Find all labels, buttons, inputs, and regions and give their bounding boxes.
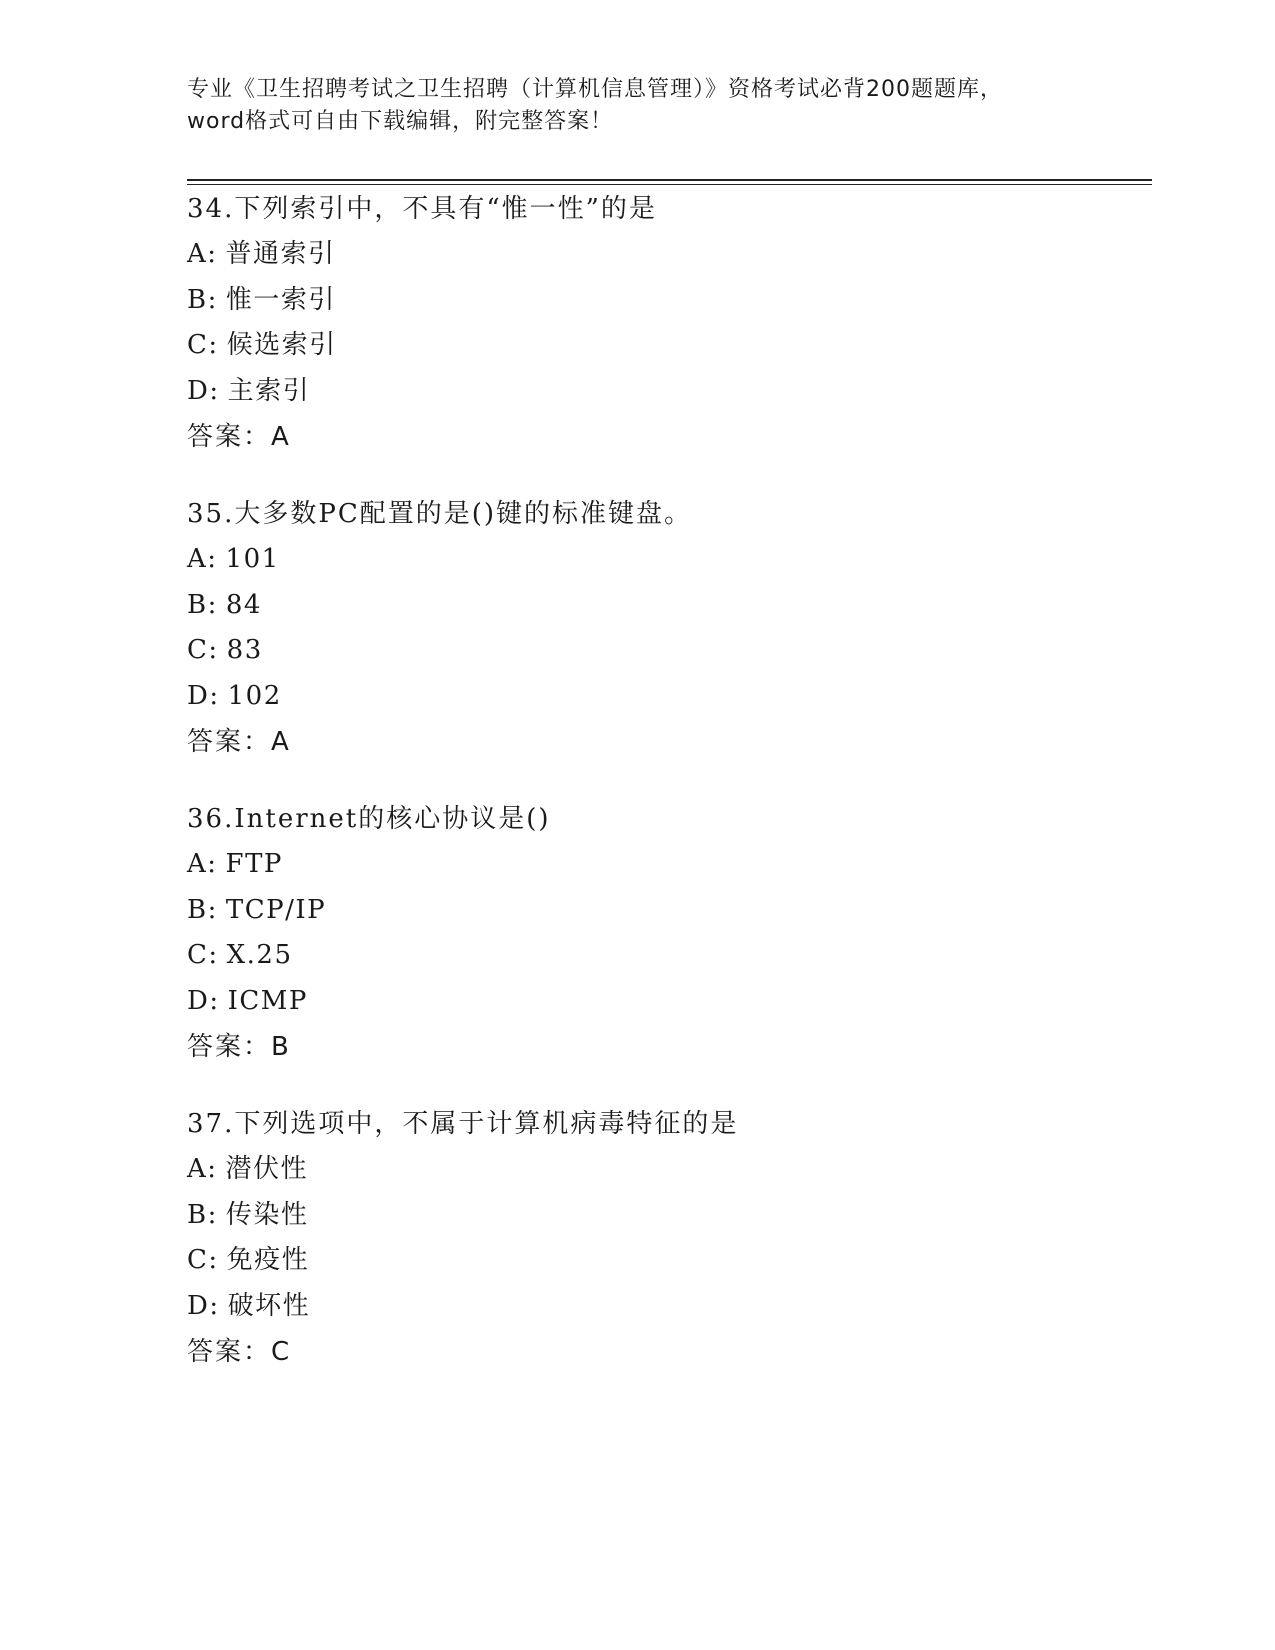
answer-value: C [271, 1337, 290, 1367]
question-title: 37.下列选项中，不属于计算机病毒特征的是 [187, 1109, 739, 1139]
option-letter: D: [187, 1290, 220, 1321]
option-text: 101 [225, 544, 280, 574]
option-letter: A: [187, 849, 218, 879]
question-34 [187, 186, 1147, 460]
question-title: 35.大多数PC配置的是()键的标准键盘。 [187, 499, 693, 529]
header-divider-thick [187, 179, 1152, 181]
option-c [187, 323, 1147, 369]
option-c [187, 628, 1147, 674]
question-36 [187, 796, 1147, 1070]
option-letter: B: [187, 894, 218, 925]
option-letter: D: [187, 985, 220, 1016]
option-b [187, 1193, 1147, 1239]
header-divider-thin [187, 184, 1152, 185]
option-text: 普通索引 [225, 239, 336, 269]
option-letter: C: [187, 940, 219, 970]
option-letter: B: [187, 589, 218, 620]
document-header [187, 74, 1087, 138]
answer-line [187, 1329, 1147, 1375]
answer-label: 答案： [187, 1032, 272, 1062]
option-b [187, 278, 1147, 324]
option-letter: A: [187, 239, 218, 269]
option-a [187, 232, 1147, 278]
option-text: 102 [227, 680, 282, 711]
option-letter: D: [187, 680, 220, 711]
option-c [187, 933, 1147, 979]
option-text: 83 [226, 635, 263, 665]
question-35 [187, 491, 1147, 765]
option-text: 破坏性 [227, 1290, 311, 1321]
option-letter: C: [187, 330, 219, 360]
option-a [187, 842, 1147, 888]
option-letter: B: [187, 1199, 218, 1230]
option-d [187, 1284, 1147, 1330]
option-text: X.25 [226, 940, 293, 970]
option-text: FTP [225, 849, 283, 879]
question-title: 36.Internet的核心协议是() [187, 804, 551, 834]
option-letter: C: [187, 635, 219, 665]
answer-label: 答案： [187, 727, 272, 757]
option-text: 潜伏性 [225, 1154, 309, 1184]
option-letter: A: [187, 1154, 218, 1184]
option-text: 主索引 [227, 375, 311, 406]
answer-value: B [271, 1032, 289, 1062]
header-line-2: word格式可自由下载编辑，附完整答案！ [187, 109, 614, 134]
option-b [187, 888, 1147, 934]
answer-line [187, 414, 1147, 460]
option-d [187, 979, 1147, 1025]
option-text: TCP/IP [225, 894, 327, 925]
question-37 [187, 1101, 1147, 1375]
option-letter: C: [187, 1245, 219, 1275]
option-letter: D: [187, 375, 220, 406]
option-a [187, 1147, 1147, 1193]
header-line-1: 专业《卫生招聘考试之卫生招聘（计算机信息管理）》资格考试必背200题题库， [187, 77, 1003, 102]
option-a [187, 537, 1147, 583]
option-d [187, 369, 1147, 415]
option-text: 免疫性 [226, 1245, 310, 1275]
option-c [187, 1238, 1147, 1284]
option-text: 84 [225, 589, 262, 620]
answer-line [187, 719, 1147, 765]
option-letter: B: [187, 284, 218, 315]
option-text: 传染性 [225, 1199, 309, 1230]
answer-value: A [271, 727, 289, 757]
option-text: 惟一索引 [225, 284, 336, 315]
answer-line [187, 1024, 1147, 1070]
option-text: 候选索引 [226, 330, 337, 360]
answer-label: 答案： [187, 422, 272, 452]
question-title: 34.下列索引中，不具有“惟一性”的是 [187, 194, 657, 224]
option-letter: A: [187, 544, 218, 574]
option-b [187, 583, 1147, 629]
option-text: ICMP [227, 985, 308, 1016]
answer-label: 答案： [187, 1337, 272, 1367]
answer-value: A [271, 422, 289, 452]
option-d [187, 674, 1147, 720]
